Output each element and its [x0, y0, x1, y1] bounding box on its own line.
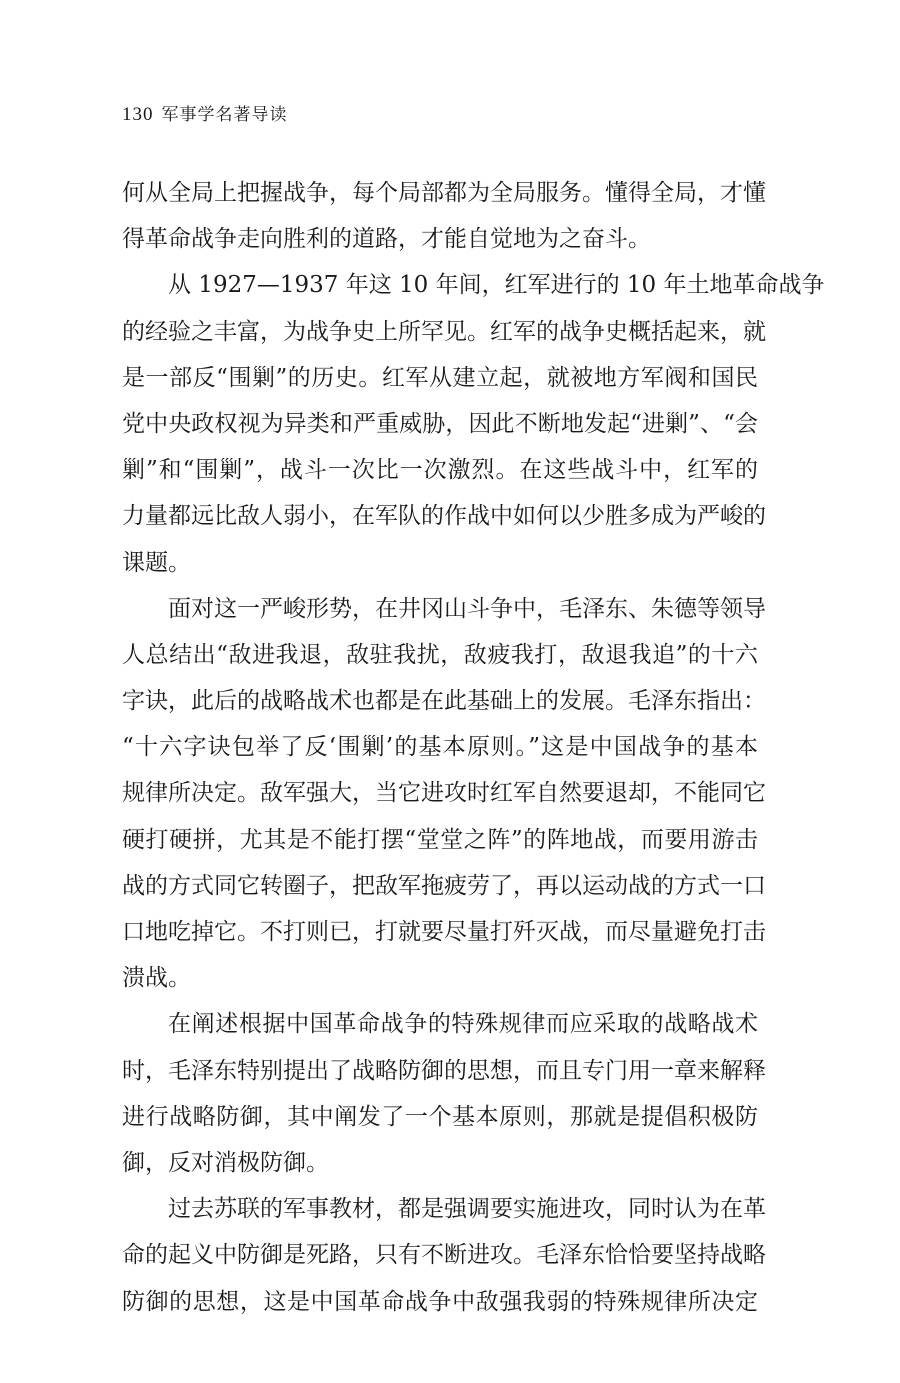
text-line: 进行战略防御，其中阐发了一个基本原则，那就是提倡积极防: [122, 1103, 758, 1130]
text-line: 得革命战争走向胜利的道路，才能自觉地为之奋斗。: [122, 226, 651, 253]
text-line: 溃战。: [122, 965, 191, 992]
text-line: “十六字诀包举了反‘围剿’的基本原则。”这是中国战争的基本: [122, 734, 758, 761]
paragraph: [122, 1186, 766, 1325]
text-line: 命的起义中防御是死路，只有不断进攻。毛泽东恰恰要坚持战略: [122, 1242, 766, 1269]
text-line: 从 1927—1937 年这 10 年间，红军进行的 10 年土地革命战争: [168, 272, 825, 299]
text-line: 党中央政权视为异类和严重威胁，因此不断地发起“进剿”、“会: [122, 410, 758, 437]
text-line: 过去苏联的军事教材，都是强调要实施进攻，同时认为在革: [168, 1196, 766, 1223]
text-line: 何从全局上把握战争，每个局部都为全局服务。懂得全局，才懂: [122, 180, 766, 206]
text-line: 剿”和“围剿”，战斗一次比一次激烈。在这些战斗中，红军的: [122, 457, 758, 484]
text-line: 字诀，此后的战略战术也都是在此基础上的发展。毛泽东指出：: [122, 688, 766, 715]
body-text: [122, 170, 825, 1325]
text-line: 课题。: [122, 549, 191, 576]
text-line: 御，反对消极防御。: [122, 1149, 329, 1176]
text-line: 在阐述根据中国革命战争的特殊规律而应采取的战略战术: [168, 1011, 758, 1038]
paragraph: [122, 170, 766, 262]
text-line: 的经验之丰富，为战争史上所罕见。红军的战争史概括起来，就: [122, 318, 766, 345]
text-line: 力量都远比敌人弱小，在军队的作战中如何以少胜多成为严峻的: [122, 503, 766, 530]
text-line: 人总结出“敌进我退，敌驻我扰，敌疲我打，敌退我追”的十六: [122, 641, 758, 668]
paragraph: [122, 1001, 766, 1186]
text-line: 是一部反“围剿”的历史。红军从建立起，就被地方军阀和国民: [122, 364, 758, 391]
text-line: 面对这一严峻形势，在井冈山斗争中，毛泽东、朱德等领导: [168, 595, 766, 622]
text-line: 防御的思想，这是中国革命战争中敌强我弱的特殊规律所决定: [122, 1288, 758, 1315]
paragraph: [122, 586, 766, 1002]
text-line: 口地吃掉它。不打则已，打就要尽量打歼灭战，而尽量避免打击: [122, 919, 766, 945]
text-line: 战的方式同它转圈子，把敌军拖疲劳了，再以运动战的方式一口: [122, 872, 766, 899]
text-line: 硬打硬拼，尤其是不能打摆“堂堂之阵”的阵地战，而要用游击: [122, 826, 758, 853]
running-header: [122, 100, 288, 126]
page-number: 130: [122, 104, 154, 125]
text-line: 规律所决定。敌军强大，当它进攻时红军自然要退却，不能同它: [122, 780, 766, 807]
paragraph: [122, 262, 825, 585]
text-line: 时，毛泽东特别提出了战略防御的思想，而且专门用一章来解释: [122, 1057, 766, 1084]
book-title: 军事学名著导读: [161, 105, 288, 125]
